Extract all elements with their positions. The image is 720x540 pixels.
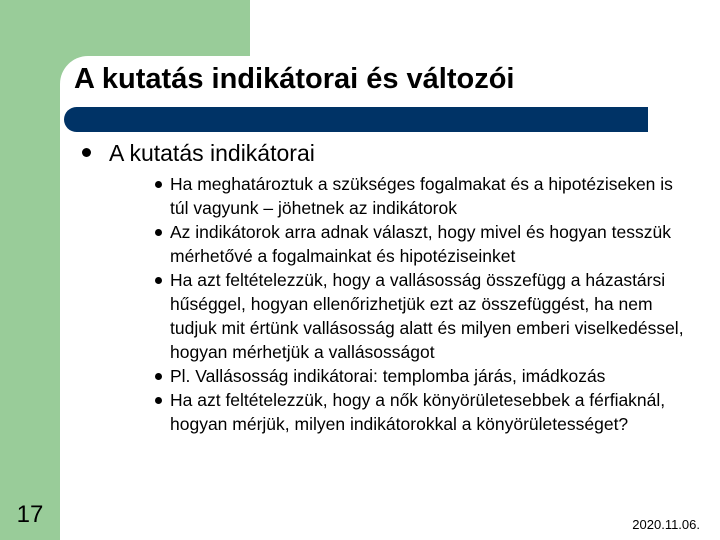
- sub-bullet-item: [155, 220, 685, 268]
- sub-bullet-item: [155, 268, 685, 364]
- bullet-dot-icon: [155, 277, 162, 284]
- sub-bullet-text: Ha meghatároztuk a szükséges fogalmakat és a hipotéziseken is túl vagyunk – jöhetnek az indikátorok: [170, 174, 673, 218]
- sub-bullet-list: [155, 172, 685, 436]
- bullet-dot-icon: [155, 373, 162, 380]
- main-bullet-text: A kutatás indikátorai: [109, 140, 315, 166]
- slide-title: A kutatás indikátorai és változói: [74, 63, 515, 95]
- sub-bullet-text: Ha azt feltételezzük, hogy a vallásosság összefügg a házastársi hűséggel, hogyan ellenőrizhetjük ezt az összefüggést, ha nem tudjuk mit értünk vallásosság alatt és milyen emberi viselkedéssel, hogyan mérhetjük a vallásosságot: [170, 270, 684, 362]
- bullet-dot-icon: [155, 229, 162, 236]
- sub-bullet-text: Az indikátorok arra adnak választ, hogy mivel és hogyan tesszük mérhetővé a fogalmainkat és hipotéziseinket: [170, 222, 671, 266]
- title-underline-bar: [64, 107, 648, 132]
- sub-bullet-item: [155, 388, 685, 436]
- sub-bullet-text: Ha azt feltételezzük, hogy a nők könyörületesebbek a férfiaknál, hogyan mérjük, milyen indikátorokkal a könyörületességet?: [170, 390, 666, 434]
- bullet-dot-icon: [155, 397, 162, 404]
- left-accent-band: [0, 0, 60, 540]
- sub-bullet-item: [155, 364, 685, 388]
- slide-number: 17: [16, 501, 44, 528]
- bullet-dot-icon: [82, 148, 91, 157]
- slide-date: 2020.11.06.: [632, 517, 700, 532]
- sub-bullet-text: Pl. Vallásosság indikátorai: templomba járás, imádkozás: [170, 366, 606, 386]
- bullet-dot-icon: [155, 181, 162, 188]
- sub-bullet-item: [155, 172, 685, 220]
